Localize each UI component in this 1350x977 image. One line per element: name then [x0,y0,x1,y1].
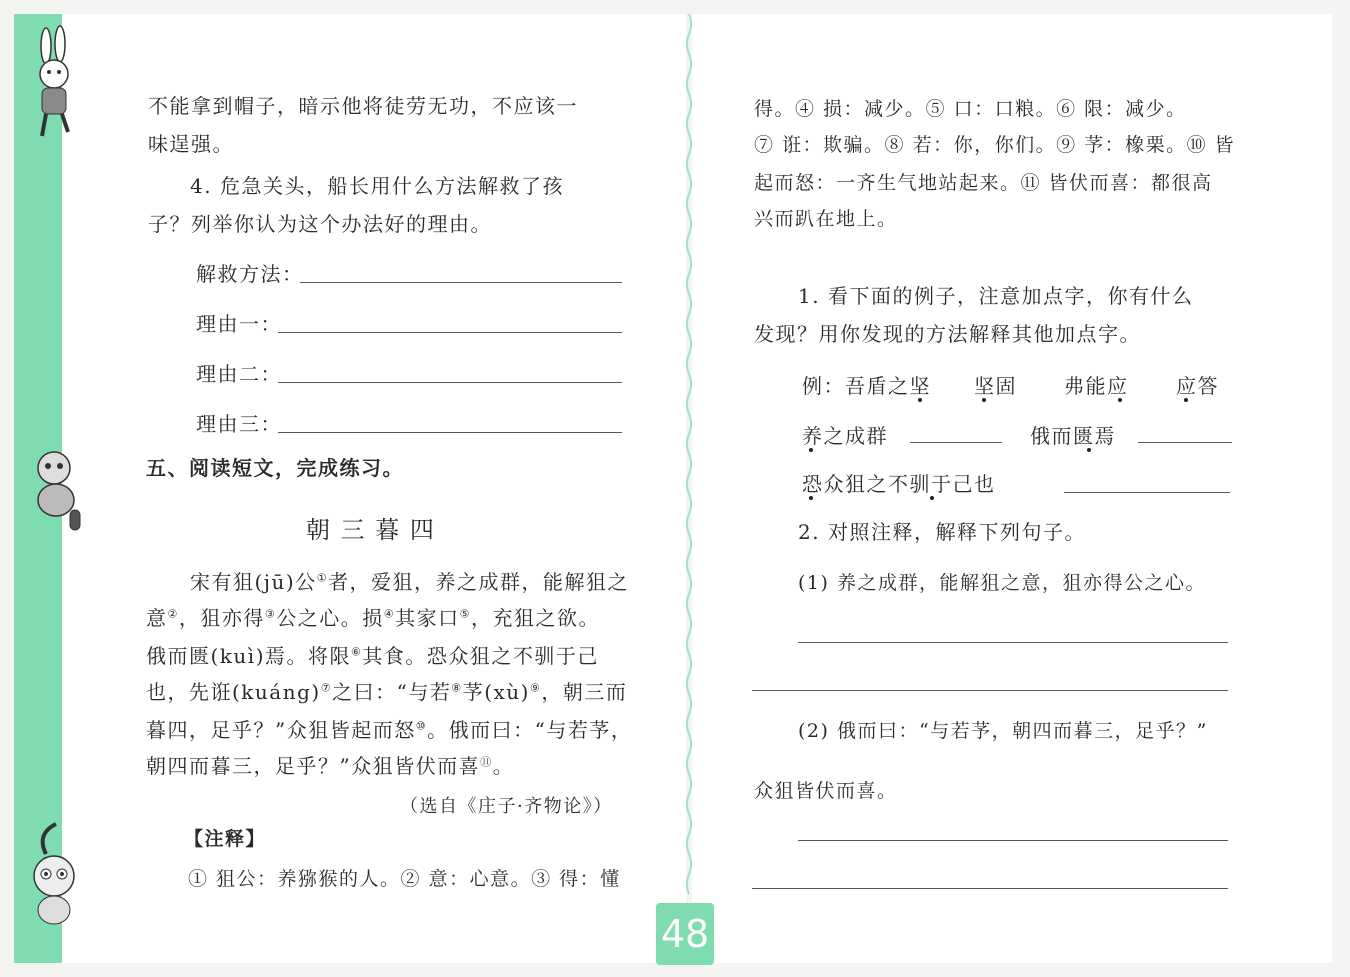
rabbit-mascot-icon [16,24,92,144]
reason2-label: 理由二： [196,362,282,386]
emphasis-dot [1087,448,1091,452]
para1-line1: 不能拿到帽子，暗示他将徒劳无功，不应该一 [148,94,578,118]
item-c-answer-line[interactable] [1064,492,1230,493]
notes-line4: 起而怒：一齐生气地站起来。⑪ 皆伏而喜：都很高 [754,172,1213,194]
q2-part1-answer-line2[interactable] [752,690,1228,691]
q2-part2-answer-line2[interactable] [752,888,1228,889]
question1-line1: 1. 看下面的例子，注意加点字，你有什么 [798,284,1194,308]
question4-line2: 子？列举你认为这个办法好的理由。 [148,212,492,236]
question2-part2-line2: 众狙皆伏而喜。 [754,780,898,802]
reason3-answer-line[interactable] [278,432,622,433]
notes-line1: ① 狙公：养猕猴的人。② 意：心意。③ 得：懂 [188,868,621,890]
method-label: 解救方法： [196,262,304,286]
reason3-label: 理由三： [196,412,282,436]
emphasis-dot [1118,398,1122,402]
item-c: 恐众狙之不驯于己也 [802,472,996,496]
section-heading: 五、阅读短文，完成练习。 [146,456,404,480]
reason2-answer-line[interactable] [278,382,622,383]
emphasis-dot [809,496,813,500]
reason1-answer-line[interactable] [278,332,622,333]
question2: 2. 对照注释，解释下列句子。 [798,520,1086,544]
item-a: 养之成群 [802,424,888,448]
notes-heading: 【注释】 [184,828,267,850]
example-answer2: 应答 [1176,374,1219,398]
story-line4: 也，先诳(kuáng)⑦之曰：“与若⑧芧(xù)⑨，朝三而 [146,680,628,704]
story-line6: 朝四而暮三，足乎？”众狙皆伏而喜⑪。 [146,754,515,778]
item-b-answer-line[interactable] [1138,442,1232,443]
para1-line2: 味逞强。 [148,132,234,156]
emphasis-dot [930,496,934,500]
raccoon-mascot-icon [18,444,92,534]
item-a-answer-line[interactable] [910,442,1002,443]
page-number: 48 [656,903,714,965]
q2-part2-answer-line1[interactable] [798,840,1228,841]
emphasis-dot [1184,398,1188,402]
notes-line5: 兴而趴在地上。 [754,208,898,230]
left-page [14,14,686,963]
story-title: 朝 三 暮 四 [306,516,436,544]
example-label: 例：吾盾之坚 [802,374,931,398]
question4-line1: 4. 危急关头，船长用什么方法解救了孩 [190,174,564,198]
notes-line2: 得。④ 损：减少。⑤ 口：口粮。⑥ 限：减少。 [754,98,1187,120]
example-phrase2: 弗能应 [1064,374,1129,398]
story-line2: 意②，狙亦得③公之心。损④其家口⑤，充狙之欲。 [146,606,600,630]
question1-line2: 发现？用你发现的方法解释其他加点字。 [754,322,1141,346]
story-line3: 俄而匮(kuì)焉。将限⑥其食。恐众狙之不驯于己 [146,644,599,668]
emphasis-dot [809,448,813,452]
story-line1: 宋有狙(jū)公①者，爱狙，养之成群，能解狙之 [190,570,630,594]
item-b: 俄而匮焉 [1030,424,1116,448]
question2-part2-line1: (2) 俄而曰：“与若芧，朝四而暮三，足乎？” [798,720,1208,742]
reason1-label: 理由一： [196,312,282,336]
emphasis-dot [918,398,922,402]
tiger-mascot-icon [16,814,92,934]
method-answer-line[interactable] [300,282,622,283]
story-line5: 暮四，足乎？”众狙皆起而怒⑩。俄而曰：“与若芧， [146,718,633,742]
notes-line3: ⑦ 诳：欺骗。⑧ 若：你，你们。⑨ 芧：橡栗。⑩ 皆 [754,134,1236,156]
q2-part1-answer-line1[interactable] [798,642,1228,643]
story-source: （选自《庄子·齐物论》） [400,796,613,817]
right-page [692,14,1332,963]
question2-part1: (1) 养之成群，能解狙之意，狙亦得公之心。 [798,572,1206,594]
emphasis-dot [982,398,986,402]
example-answer1: 坚固 [974,374,1017,398]
